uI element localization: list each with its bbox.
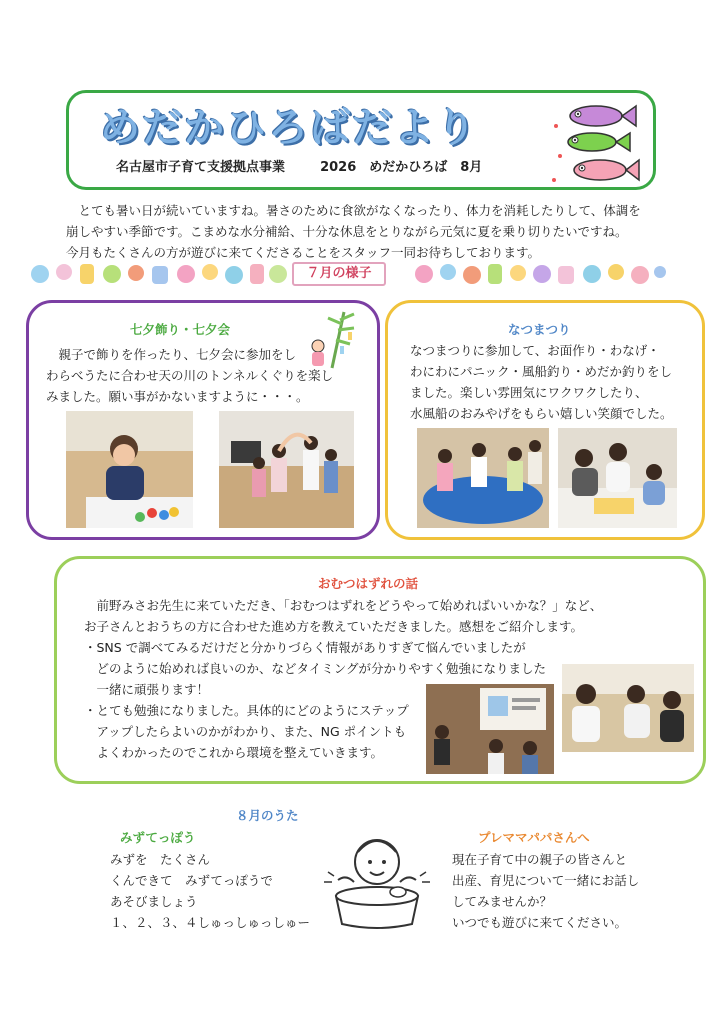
natsumatsuri-heading: なつまつり	[508, 322, 571, 337]
photo-tanabata-craft	[66, 411, 193, 528]
bath-child-illustration	[318, 822, 436, 932]
body-line: みました。願い事がかないますように・・・。	[46, 389, 309, 404]
photo-summer-festival-mask	[558, 428, 677, 528]
body-line: ました。楽しい雰囲気にワクワクしたり、	[410, 385, 648, 400]
photo-lecture-audience	[562, 664, 694, 752]
fish-purple-icon	[570, 106, 636, 126]
premama-heading: プレママパパさんへ	[478, 830, 590, 845]
photo-lecture-screen	[426, 684, 554, 774]
issue-label: 2026 めだかひろば 8月	[320, 160, 483, 175]
natsumatsuri-body	[410, 340, 673, 424]
body-line: 一緒に頑張ります！	[84, 682, 210, 697]
intro-line: 崩しやすい季節です。こまめな水分補給、十分な休息をとりながら元気に夏を乗り切りたいですね。	[66, 224, 628, 239]
premama-body	[452, 849, 639, 933]
body-line: よくわかったのでこれから環境を整えていきます。	[84, 745, 384, 760]
lyric-line: くんできて みずてっぽうで	[110, 873, 273, 888]
song-heading: ８月のうた	[236, 808, 299, 823]
section-tag-july: ７月の様子	[292, 262, 386, 286]
body-line: 現在子育て中の親子の皆さんと	[452, 852, 628, 867]
lyric-line: １、２、３、４しゅっしゅっしゅー	[110, 915, 311, 930]
body-line: 親子で飾りを作ったり、七夕会に参加をし	[46, 347, 297, 362]
intro-line: 今月もたくさんの方が遊びに来てくださることをスタッフ一同お待ちしております。	[66, 245, 541, 260]
header-subtitle	[116, 156, 482, 175]
song-lyrics	[110, 849, 310, 933]
lyric-line: あそびましょう	[110, 894, 198, 909]
body-line: わらべうたに合わせ天の川のトンネルくぐりを楽し	[46, 368, 334, 383]
festival-decoration-right	[412, 258, 668, 290]
body-line: ・SNS で調べてみるだけだと分かりづらく情報がありすぎて悩んでいましたが	[84, 640, 526, 655]
festival-decoration-left	[28, 258, 290, 290]
body-line: 出産、育児について一緒にお話し	[452, 873, 640, 888]
body-line: ・とても勉強になりました。具体的にどのようにステップ	[84, 703, 409, 718]
body-line: 前野みさお先生に来ていただき、「おむつはずれをどうやって始めればいいかな？」など、	[84, 598, 603, 613]
intro-line: とても暑い日が続いていますね。暑さのために食欲がなくなったり、体力を消耗したりして、体調を	[66, 203, 641, 218]
omutsu-heading: おむつはずれの話	[318, 576, 419, 591]
intro-paragraph	[66, 200, 666, 263]
song-title: みずてっぽう	[120, 830, 196, 845]
body-line: 水風船のおみやげをもらい嬉しい笑顔でした。	[410, 406, 673, 421]
org-name: 名古屋市子育て支援拠点事業	[116, 160, 286, 175]
body-line: どのように始めれば良いのか、などタイミングが分かりやすく勉強になりました	[84, 661, 547, 676]
tanabata-heading: 七夕飾り・七夕会	[130, 322, 231, 337]
photo-tanabata-tunnel	[219, 411, 354, 528]
body-line: してみませんか？	[452, 894, 553, 909]
body-line: いつでも遊びに来てください。	[452, 915, 628, 930]
body-line: お子さんとおうちの方に合わせた進め方を教えていただきました。感想をご紹介します。	[84, 619, 584, 634]
fish-green-icon	[568, 133, 630, 151]
tanabata-body	[46, 344, 333, 407]
body-line: なつまつりに参加して、お面作り・わなげ・	[410, 343, 660, 358]
fish-pink-icon	[574, 160, 639, 180]
body-line: アップしたらよいのかがわかり、また、NG ポイントも	[84, 724, 407, 739]
newsletter-title: めだかひろばだより	[100, 105, 478, 151]
photo-summer-festival-pool	[417, 428, 549, 528]
lyric-line: みずを たくさん	[110, 852, 211, 867]
koi-fish-illustration	[550, 96, 640, 188]
body-line: わにわにパニック・風船釣り・めだか釣りをし	[410, 364, 673, 379]
